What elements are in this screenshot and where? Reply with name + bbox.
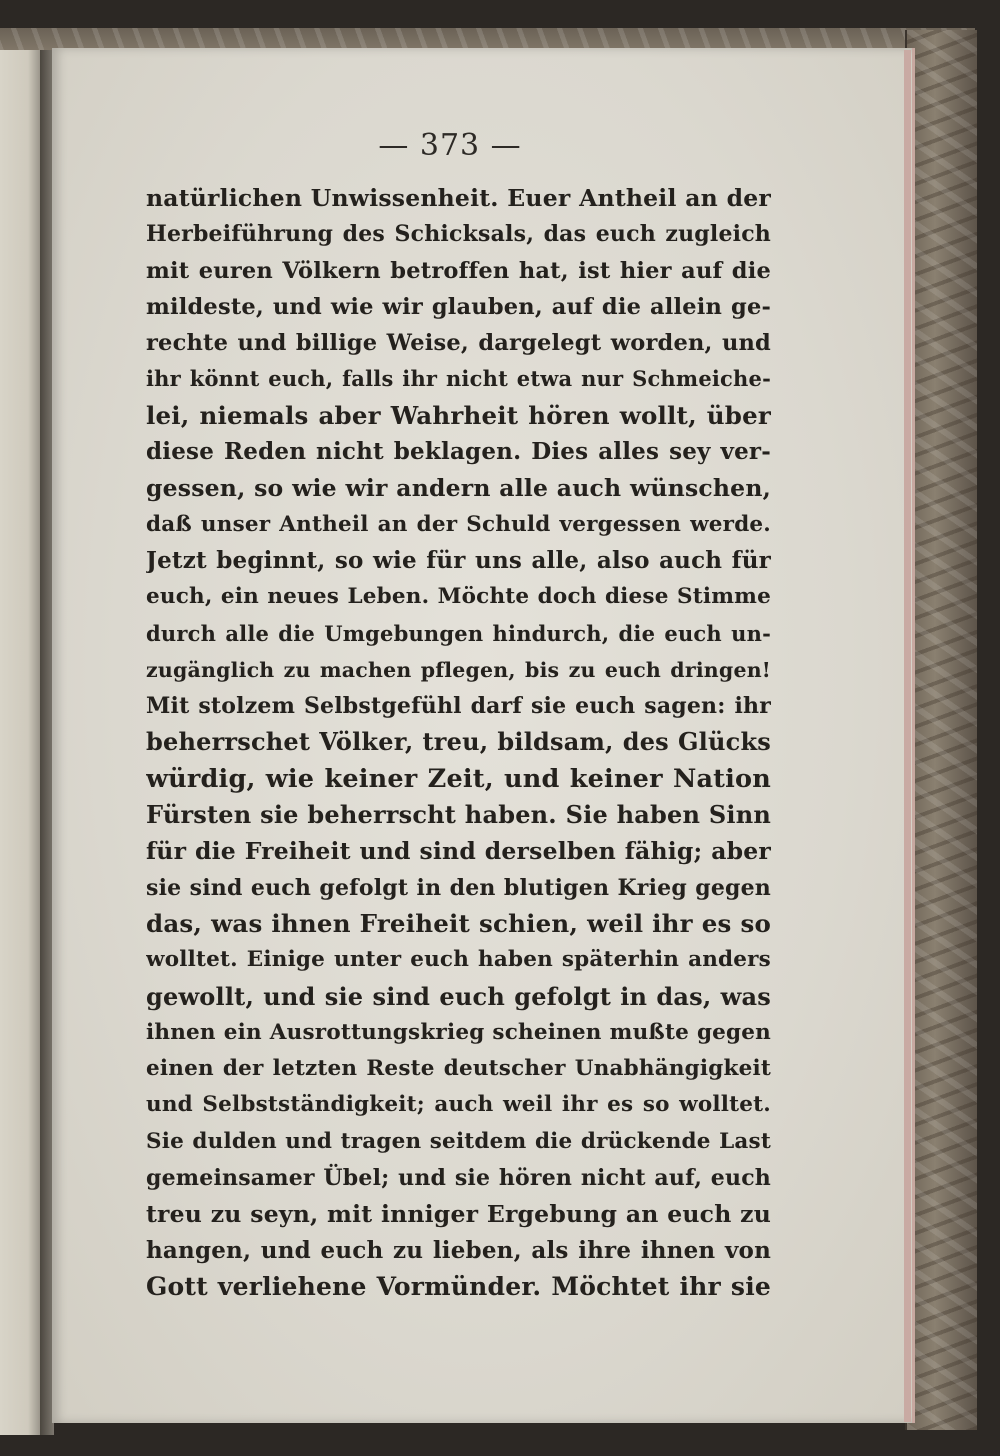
text-line: treu zu seyn, mit inniger Ergebung an euch zu bbox=[146, 1200, 771, 1229]
text-line: zugänglich zu machen pflegen, bis zu euch dringen! bbox=[146, 657, 771, 682]
body-text bbox=[146, 180, 771, 1305]
text-line: lei, niemals aber Wahrheit hören wollt, über bbox=[146, 400, 771, 430]
text-line: beherrschet Völker, treu, bildsam, des Glücks bbox=[146, 727, 771, 757]
text-line: mildeste, und wie wir glauben, auf die allein ge- bbox=[146, 293, 771, 320]
text-line: gessen, so wie wir andern alle auch wünschen, bbox=[146, 474, 771, 503]
text-line: natürlichen Unwissenheit. Euer Antheil an der bbox=[146, 184, 771, 212]
text-line: rechte und billige Weise, dargelegt worden, und bbox=[146, 330, 771, 357]
text-line: ihnen ein Ausrottungskrieg scheinen mußte gegen bbox=[146, 1019, 771, 1045]
text-line: euch, ein neues Leben. Möchte doch diese Stimme bbox=[146, 584, 771, 610]
text-line: gewollt, und sie sind euch gefolgt in das, was bbox=[146, 981, 771, 1011]
marbled-board-right bbox=[905, 30, 977, 1430]
text-line: Fürsten sie beherrscht haben. Sie haben Sinn bbox=[146, 800, 771, 830]
text-line: wolltet. Einige unter euch haben späterhin anders bbox=[146, 947, 771, 973]
text-line: sie sind euch gefolgt in den blutigen Krieg gegen bbox=[146, 874, 771, 901]
text-line: durch alle die Umgebungen hindurch, die euch un- bbox=[146, 620, 771, 646]
text-line: Jetzt beginnt, so wie für uns alle, also auch für bbox=[146, 546, 771, 574]
text-line: einen der letzten Reste deutscher Unabhängigkeit bbox=[146, 1056, 771, 1082]
text-line: für die Freiheit und sind derselben fähig; aber bbox=[146, 837, 771, 866]
text-line: ihr könnt euch, falls ihr nicht etwa nur Schmeiche- bbox=[146, 366, 771, 392]
page-edge bbox=[904, 50, 911, 1422]
page-number-header: — 373 — bbox=[378, 128, 522, 163]
text-line: diese Reden nicht beklagen. Dies alles sey ver- bbox=[146, 438, 771, 466]
facing-page-edge bbox=[0, 50, 42, 1435]
text-line: hangen, und euch zu lieben, als ihre ihnen von bbox=[146, 1236, 771, 1264]
text-line: mit euren Völkern betroffen hat, ist hier auf die bbox=[146, 257, 771, 284]
text-line: das, was ihnen Freiheit schien, weil ihr es so bbox=[146, 908, 771, 938]
text-line: daß unser Antheil an der Schuld vergessen werde. bbox=[146, 511, 771, 537]
text-line: würdig, wie keiner Zeit, und keiner Nation bbox=[146, 763, 771, 794]
text-line: gemeinsamer Übel; und sie hören nicht auf, euch bbox=[146, 1165, 771, 1192]
text-line: Sie dulden und tragen seitdem die drückende Last bbox=[146, 1128, 771, 1154]
text-line: Mit stolzem Selbstgefühl darf sie euch sagen: ihr bbox=[146, 693, 771, 720]
text-line: und Selbstständigkeit; auch weil ihr es so wolltet. bbox=[146, 1092, 771, 1118]
text-line: Gott verliehene Vormünder. Möchtet ihr sie bbox=[146, 1271, 771, 1301]
text-line: Herbeiführung des Schicksals, das euch zugleich bbox=[146, 221, 771, 248]
